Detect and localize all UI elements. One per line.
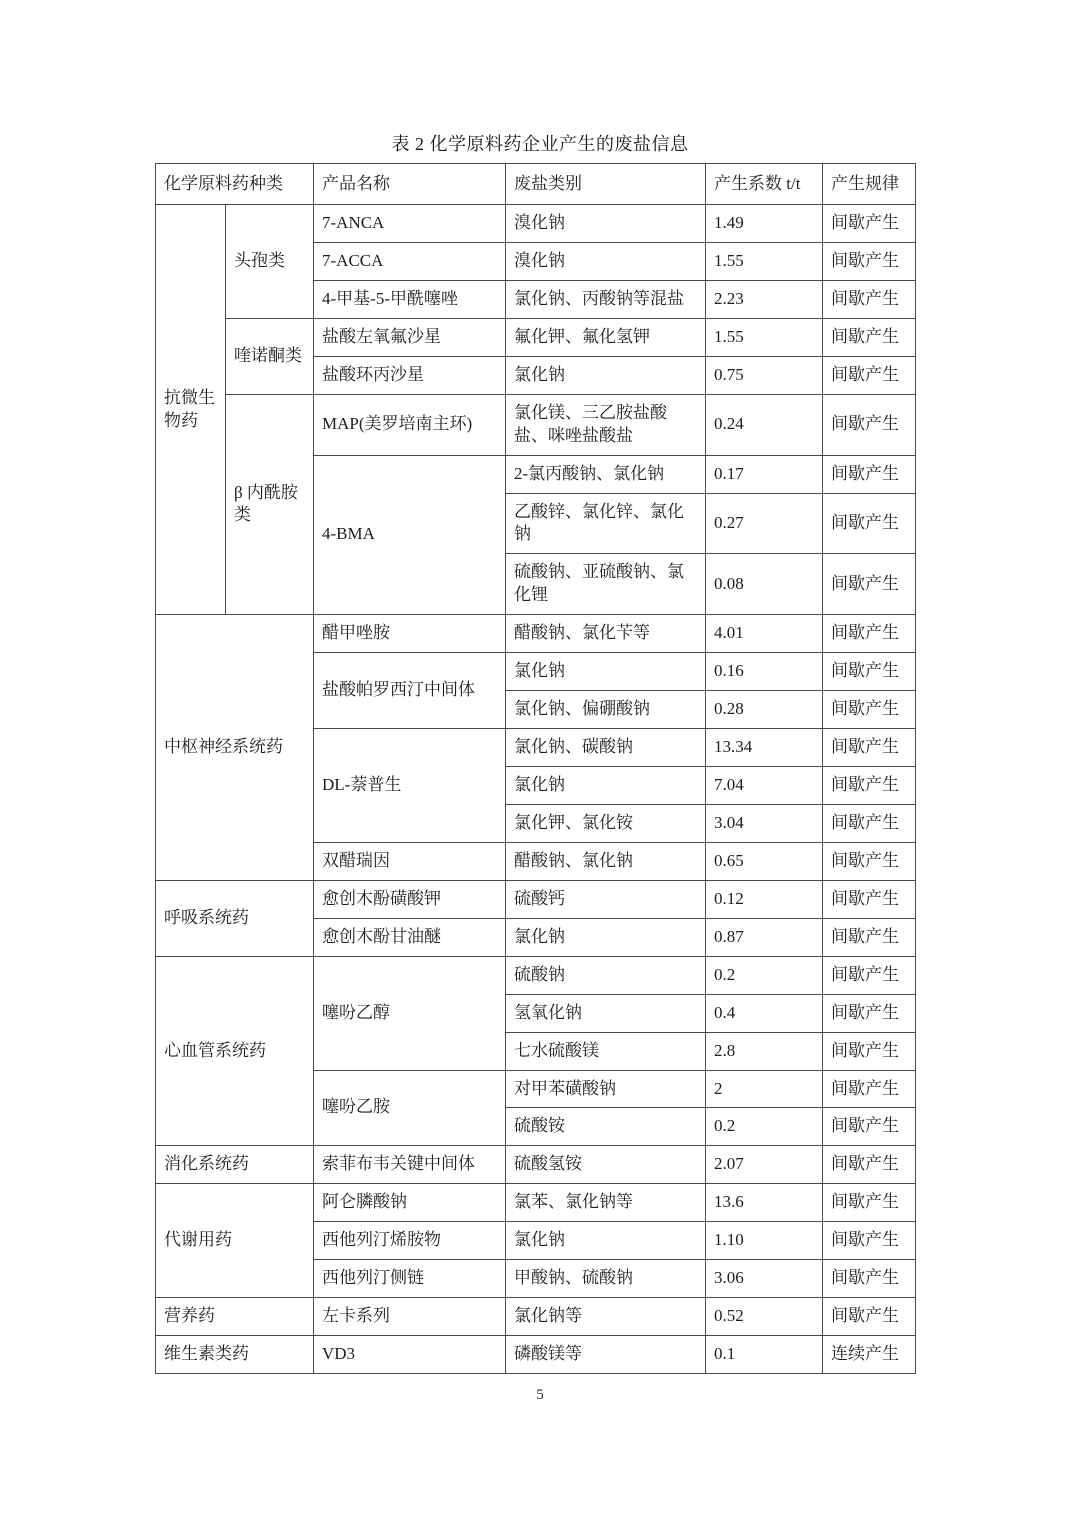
table-cell: 盐酸环丙沙星 bbox=[314, 356, 506, 394]
table-cell: 西他列汀烯胺物 bbox=[314, 1222, 506, 1260]
table-cell: 0.17 bbox=[706, 455, 823, 493]
table-cell: 氯化钠等 bbox=[506, 1298, 706, 1336]
table-cell: 氯化钠、丙酸钠等混盐 bbox=[506, 280, 706, 318]
table-cell: 氟化钾、氟化氢钾 bbox=[506, 318, 706, 356]
table-cell: 间歇产生 bbox=[823, 493, 916, 554]
table-cell: 营养药 bbox=[156, 1298, 314, 1336]
table-cell: 抗微生物药 bbox=[156, 205, 226, 615]
table-cell: 0.1 bbox=[706, 1336, 823, 1374]
table-cell: 0.28 bbox=[706, 691, 823, 729]
table-cell: 硫酸钙 bbox=[506, 880, 706, 918]
table-row bbox=[156, 1146, 916, 1184]
header-cell: 废盐类别 bbox=[506, 164, 706, 205]
page-number: 5 bbox=[536, 1387, 544, 1403]
table-cell: 消化系统药 bbox=[156, 1146, 314, 1184]
table-cell: 间歇产生 bbox=[823, 1032, 916, 1070]
table-cell: 0.4 bbox=[706, 994, 823, 1032]
table-cell: 愈创木酚甘油醚 bbox=[314, 918, 506, 956]
table-cell: 硫酸铵 bbox=[506, 1108, 706, 1146]
table-cell: 1.10 bbox=[706, 1222, 823, 1260]
table-cell: 间歇产生 bbox=[823, 1184, 916, 1222]
table-row bbox=[156, 318, 916, 356]
table-cell: 对甲苯磺酸钠 bbox=[506, 1070, 706, 1108]
table-cell: 间歇产生 bbox=[823, 842, 916, 880]
table-cell: 间歇产生 bbox=[823, 1222, 916, 1260]
table-cell: 0.52 bbox=[706, 1298, 823, 1336]
table-cell: 醋酸钠、氯化苄等 bbox=[506, 615, 706, 653]
table-cell: 间歇产生 bbox=[823, 394, 916, 455]
table-cell: 间歇产生 bbox=[823, 691, 916, 729]
table-cell: 1.55 bbox=[706, 242, 823, 280]
table-row bbox=[156, 1298, 916, 1336]
table-cell: 13.34 bbox=[706, 729, 823, 767]
table-cell: 间歇产生 bbox=[823, 554, 916, 615]
table-cell: 0.08 bbox=[706, 554, 823, 615]
table-cell: 间歇产生 bbox=[823, 767, 916, 805]
table-cell: 硫酸钠 bbox=[506, 956, 706, 994]
table-cell: 氯化钠、碳酸钠 bbox=[506, 729, 706, 767]
table-cell: 间歇产生 bbox=[823, 1108, 916, 1146]
table-cell: 西他列汀侧链 bbox=[314, 1260, 506, 1298]
table-cell: 2.07 bbox=[706, 1146, 823, 1184]
table-cell: 氯化钾、氯化铵 bbox=[506, 804, 706, 842]
table-cell: 13.6 bbox=[706, 1184, 823, 1222]
table-cell: 心血管系统药 bbox=[156, 956, 314, 1146]
table-body bbox=[156, 205, 916, 1374]
table-cell: 2.23 bbox=[706, 280, 823, 318]
table-cell: 盐酸帕罗西汀中间体 bbox=[314, 653, 506, 729]
waste-salt-table bbox=[155, 163, 916, 1374]
table-cell: 溴化钠 bbox=[506, 242, 706, 280]
table-row bbox=[156, 956, 916, 994]
table-cell: 0.75 bbox=[706, 356, 823, 394]
table-cell: 中枢神经系统药 bbox=[156, 615, 314, 881]
table-cell: 间歇产生 bbox=[823, 918, 916, 956]
table-cell: 头孢类 bbox=[226, 205, 314, 319]
table-cell: 氯化镁、三乙胺盐酸盐、咪唑盐酸盐 bbox=[506, 394, 706, 455]
table-cell: 盐酸左氧氟沙星 bbox=[314, 318, 506, 356]
table-cell: 0.2 bbox=[706, 1108, 823, 1146]
table-cell: 氢氧化钠 bbox=[506, 994, 706, 1032]
table-head bbox=[156, 164, 916, 205]
table-cell: 间歇产生 bbox=[823, 615, 916, 653]
table-cell: MAP(美罗培南主环) bbox=[314, 394, 506, 455]
table-cell: 醋酸钠、氯化钠 bbox=[506, 842, 706, 880]
table-cell: β 内酰胺类 bbox=[226, 394, 314, 615]
table-cell: 间歇产生 bbox=[823, 880, 916, 918]
table-title: 表 2 化学原料药企业产生的废盐信息 bbox=[391, 134, 689, 154]
table-cell: 呼吸系统药 bbox=[156, 880, 314, 956]
table-cell: 硫酸钠、亚硫酸钠、氯化锂 bbox=[506, 554, 706, 615]
table-cell: 0.12 bbox=[706, 880, 823, 918]
table-cell: 间歇产生 bbox=[823, 729, 916, 767]
header-cell: 产生规律 bbox=[823, 164, 916, 205]
table-cell: 氯化钠、偏硼酸钠 bbox=[506, 691, 706, 729]
table-cell: 愈创木酚磺酸钾 bbox=[314, 880, 506, 918]
table-cell: 间歇产生 bbox=[823, 318, 916, 356]
header-cell: 产品名称 bbox=[314, 164, 506, 205]
table-cell: 间歇产生 bbox=[823, 205, 916, 243]
table-cell: 0.27 bbox=[706, 493, 823, 554]
table-cell: 0.16 bbox=[706, 653, 823, 691]
table-cell: 噻吩乙胺 bbox=[314, 1070, 506, 1146]
table-cell: 4-甲基-5-甲酰噻唑 bbox=[314, 280, 506, 318]
table-cell: 2-氯丙酸钠、氯化钠 bbox=[506, 455, 706, 493]
table-cell: 双醋瑞因 bbox=[314, 842, 506, 880]
table-cell: 连续产生 bbox=[823, 1336, 916, 1374]
table-cell: DL-萘普生 bbox=[314, 729, 506, 843]
table-cell: 0.24 bbox=[706, 394, 823, 455]
table-cell: 溴化钠 bbox=[506, 205, 706, 243]
table-cell: 醋甲唑胺 bbox=[314, 615, 506, 653]
table-cell: 噻吩乙醇 bbox=[314, 956, 506, 1070]
table-cell: 氯化钠 bbox=[506, 918, 706, 956]
table-cell: 0.65 bbox=[706, 842, 823, 880]
table-row bbox=[156, 615, 916, 653]
table-cell: 4-BMA bbox=[314, 455, 506, 615]
table-cell: 七水硫酸镁 bbox=[506, 1032, 706, 1070]
table-cell: 间歇产生 bbox=[823, 956, 916, 994]
table-cell: 维生素类药 bbox=[156, 1336, 314, 1374]
table-cell: 2 bbox=[706, 1070, 823, 1108]
table-cell: 氯化钠 bbox=[506, 767, 706, 805]
table-cell: 索菲布韦关键中间体 bbox=[314, 1146, 506, 1184]
table-cell: 氯化钠 bbox=[506, 653, 706, 691]
table-row bbox=[156, 880, 916, 918]
table-cell: 阿仑膦酸钠 bbox=[314, 1184, 506, 1222]
table-cell: 3.06 bbox=[706, 1260, 823, 1298]
table-cell: 氯苯、氯化钠等 bbox=[506, 1184, 706, 1222]
table-cell: 间歇产生 bbox=[823, 994, 916, 1032]
table-cell: 间歇产生 bbox=[823, 804, 916, 842]
table-cell: 7.04 bbox=[706, 767, 823, 805]
table-cell: 间歇产生 bbox=[823, 1146, 916, 1184]
table-cell: 左卡系列 bbox=[314, 1298, 506, 1336]
table-cell: 4.01 bbox=[706, 615, 823, 653]
table-cell: 间歇产生 bbox=[823, 1070, 916, 1108]
table-cell: 氯化钠 bbox=[506, 356, 706, 394]
table-cell: 间歇产生 bbox=[823, 653, 916, 691]
table-row bbox=[156, 205, 916, 243]
table-cell: 喹诺酮类 bbox=[226, 318, 314, 394]
table-cell: 2.8 bbox=[706, 1032, 823, 1070]
table-cell: 间歇产生 bbox=[823, 356, 916, 394]
table-cell: 0.87 bbox=[706, 918, 823, 956]
table-cell: 乙酸锌、氯化锌、氯化钠 bbox=[506, 493, 706, 554]
table-row bbox=[156, 1336, 916, 1374]
table-cell: 氯化钠 bbox=[506, 1222, 706, 1260]
table-cell: 间歇产生 bbox=[823, 1298, 916, 1336]
header-row bbox=[156, 164, 916, 205]
table-cell: 间歇产生 bbox=[823, 1260, 916, 1298]
table-row bbox=[156, 1184, 916, 1222]
table-cell: VD3 bbox=[314, 1336, 506, 1374]
table-cell: 7-ACCA bbox=[314, 242, 506, 280]
table-cell: 1.55 bbox=[706, 318, 823, 356]
table-cell: 7-ANCA bbox=[314, 205, 506, 243]
table-cell: 0.2 bbox=[706, 956, 823, 994]
table-row bbox=[156, 394, 916, 455]
header-cell: 产生系数 t/t bbox=[706, 164, 823, 205]
table-cell: 甲酸钠、硫酸钠 bbox=[506, 1260, 706, 1298]
table-cell: 代谢用药 bbox=[156, 1184, 314, 1298]
table-cell: 1.49 bbox=[706, 205, 823, 243]
table-cell: 间歇产生 bbox=[823, 455, 916, 493]
table-cell: 磷酸镁等 bbox=[506, 1336, 706, 1374]
table-cell: 间歇产生 bbox=[823, 242, 916, 280]
header-cell: 化学原料药种类 bbox=[156, 164, 314, 205]
table-cell: 间歇产生 bbox=[823, 280, 916, 318]
table-cell: 3.04 bbox=[706, 804, 823, 842]
table-cell: 硫酸氢铵 bbox=[506, 1146, 706, 1184]
